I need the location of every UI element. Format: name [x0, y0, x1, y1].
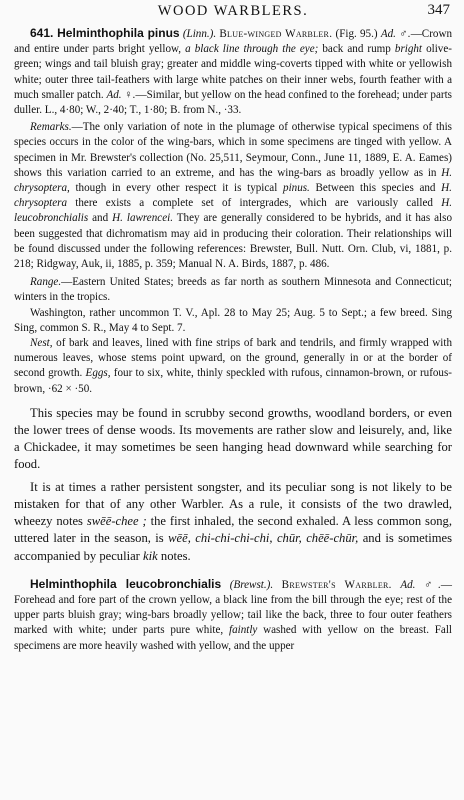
nest-text: of bark and leaves, lined with fine strips of bark and tendrils, and firmly wrapped with numerous leaves, whose stems point upward, on the ground, generally in or at the border of second growth.: [14, 337, 452, 380]
running-header: [14, 0, 452, 24]
eggs-text: four to six, white, thinly speckled with rufous, cinnamon-brown, or rufous-brown, ·62 × ·50.: [14, 367, 452, 395]
remarks-paragraph: [14, 120, 452, 272]
second-species-name: Helminthophila leucobronchialis: [30, 576, 222, 591]
song-italic-2: wēē, chi-chi-chi-chi, chūr, chēē-chūr,: [168, 531, 359, 546]
song-text-3: and is sometimes accompanied by peculiar: [14, 531, 452, 563]
range-label: Range.: [30, 276, 62, 289]
second-description-text-2: washed with yellow on the breast. Fall specimens are more heavily washed with yellow, and the upper: [14, 624, 452, 652]
song-paragraph: [14, 479, 452, 565]
description-italic-2: bright: [394, 43, 423, 56]
remarks-italic-3: H. chrysoptera: [14, 182, 452, 210]
species-authority: (Linn.).: [182, 28, 217, 40]
remarks-italic-5: H. lawrencei.: [112, 212, 173, 225]
habits-paragraph: This species may be found in scrubby second growths, woodland borders, or even the lower trees of dense woods. Its movements are rather slow and leisurely, and, like a Chickadee, it may sometimes be seen hanging head downward while searching for food.: [14, 405, 452, 472]
second-adult-male-label: Ad. ♂.: [400, 578, 441, 591]
running-title: WOOD WARBLERS.: [157, 3, 309, 19]
common-name: Blue-winged Warbler.: [219, 28, 333, 40]
second-species-authority: (Brewst.).: [229, 578, 274, 591]
remarks-text-6: They are generally considered to be hybrids, and it has also been suggested that dichromatism may aid in producing their coloration. Their relationships will be found discussed under the following references: Brewster, Bull. Nutt. Orn. Club, vi, 1881, p. 218; Ridgway, Auk, ii, 1885, p. 359; Manual N. A. Birds, 1887, p. 486.: [14, 212, 453, 271]
page-number: 347: [427, 2, 450, 18]
remarks-text-1: —The only variation of note in the plumage of otherwise typical specimens of this species occurs in the color of the wing-bars, which in some specimens are tinged with yellow. A specimen in Mr. Brewster's collection (No. 25,511, Seymour, Conn., June 11, 1889, E. A. Eames) shows this variation carried to an extreme, and has the wing-bars as broadly yellow as in: [14, 121, 452, 179]
remarks-text-2: though in every other respect it is typical: [75, 182, 278, 195]
song-text-2: the first inhaled, the second exhaled. A less common song, uttered later in the season, is: [14, 514, 452, 546]
eggs-label: Eggs,: [85, 367, 111, 380]
remarks-text-3: Between this species and: [315, 182, 436, 195]
nest-label: Nest,: [30, 337, 53, 350]
adult-female-label: Ad. ♀.: [106, 88, 136, 101]
remarks-italic-1: H. chrysoptera,: [14, 166, 452, 195]
second-description-italic: faintly: [228, 624, 258, 637]
nest-paragraph: [14, 336, 452, 397]
description-text-2: back and rump: [322, 43, 391, 56]
figure-reference: (Fig. 95.): [335, 28, 378, 40]
species-description: [14, 26, 452, 118]
remarks-label: Remarks.: [30, 121, 72, 134]
remarks-text-5: and: [92, 212, 109, 225]
song-text-4: notes.: [160, 548, 191, 563]
species-number-and-name: 641. Helminthophila pinus: [30, 26, 180, 40]
remarks-text-4: there exists a complete set of intergrades, which are variously called: [75, 197, 433, 210]
second-description-text-1: —Forehead and fore part of the crown yellow, a black line from the bill through the eye; rest of the upper parts bluish gray; wing-bars broadly yellow; tail like the back, three to four outer feathers marked with white; under parts pure white,: [14, 578, 452, 637]
range-text: —Eastern United States; breeds as far north as southern Minnesota and Connecticut; winters in the tropics.: [14, 276, 452, 304]
second-species-description: [14, 577, 452, 654]
song-italic-1: swēē-chee ;: [86, 514, 147, 529]
song-text-1: It is at times a rather persistent songster, and its peculiar song is not likely to be mistaken for that of any other Warbler. As a rule, it consists of the two drawled, wheezy notes: [14, 479, 452, 529]
local-records-paragraph: Washington, rather uncommon T. V., Apl. 28 to May 25; Aug. 5 to Sept.; a few breed. Sing Sing, common S. R., May 4 to Sept. 7.: [14, 306, 452, 334]
remarks-italic-2: pinus.: [283, 182, 310, 195]
description-text-3: olive-green; wings and tail bluish gray; greater and middle wing-coverts tipped with white or yellowish white; outer three tail-feathers with large white patches on their inner webs, fourth feather with a much smaller patch.: [14, 43, 452, 101]
remarks-italic-4: H. leucobronchialis: [14, 197, 452, 225]
description-italic-1: a black line through the eye;: [185, 43, 319, 56]
second-common-name: Brewster's Warbler.: [281, 578, 392, 591]
description-text-1: —Crown and entire under parts bright yellow,: [14, 28, 452, 56]
range-paragraph: [14, 275, 452, 305]
adult-male-label: Ad. ♂.: [380, 28, 411, 40]
description-text-4: —Similar, but yellow on the head confined to the forehead; under parts duller. L., 4·80; W., 2·40; T., 1·80; B. from N., ·33.: [14, 88, 452, 117]
song-italic-3: kik: [143, 548, 158, 563]
